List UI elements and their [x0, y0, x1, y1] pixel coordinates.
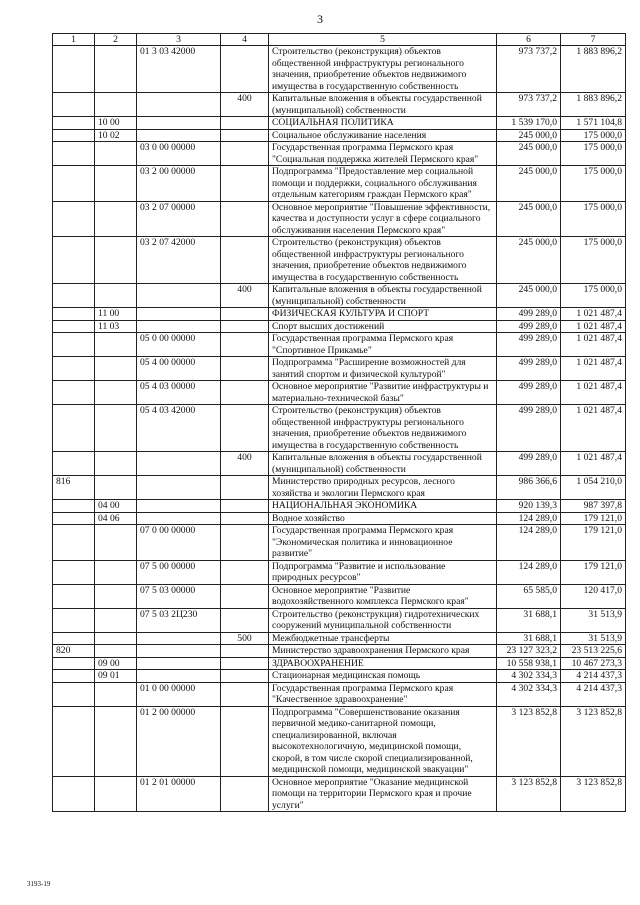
- amount-year-2-cell: 4 214 437,3: [561, 670, 626, 683]
- amount-year-2-cell: 1 021 487,4: [561, 308, 626, 321]
- amount-year-1-cell: 499 289,0: [497, 381, 561, 405]
- section-code-cell: 04 06: [95, 512, 137, 525]
- item-name-cell: ЗДРАВООХРАНЕНИЕ: [269, 657, 497, 670]
- target-article-cell: [137, 452, 221, 476]
- target-article-cell: 07 5 03 00000: [137, 584, 221, 608]
- amount-year-2-cell: 1 021 487,4: [561, 381, 626, 405]
- section-code-cell: [95, 142, 137, 166]
- admin-code-cell: [53, 525, 95, 561]
- expense-type-cell: [221, 706, 269, 776]
- item-name-cell: Государственная программа Пермского края "Социальная поддержка жителей Пермского края": [269, 142, 497, 166]
- table-row: [53, 560, 626, 584]
- admin-code-cell: [53, 237, 95, 284]
- table-row: [53, 320, 626, 333]
- budget-table: [52, 33, 626, 812]
- item-name-cell: ФИЗИЧЕСКАЯ КУЛЬТУРА И СПОРТ: [269, 308, 497, 321]
- section-code-cell: [95, 476, 137, 500]
- section-code-cell: 10 00: [95, 117, 137, 130]
- amount-year-1-cell: 31 688,1: [497, 608, 561, 632]
- expense-type-cell: [221, 166, 269, 202]
- target-article-cell: [137, 632, 221, 645]
- table-row: [53, 657, 626, 670]
- amount-year-1-cell: 124 289,0: [497, 525, 561, 561]
- admin-code-cell: [53, 142, 95, 166]
- target-article-cell: [137, 657, 221, 670]
- table-row: [53, 682, 626, 706]
- amount-year-2-cell: 1 021 487,4: [561, 405, 626, 452]
- item-name-cell: Подпрограмма "Развитие и использование природных ресурсов": [269, 560, 497, 584]
- admin-code-cell: [53, 93, 95, 117]
- amount-year-1-cell: 499 289,0: [497, 452, 561, 476]
- amount-year-2-cell: 175 000,0: [561, 129, 626, 142]
- amount-year-1-cell: 986 366,6: [497, 476, 561, 500]
- amount-year-2-cell: 4 214 437,3: [561, 682, 626, 706]
- amount-year-2-cell: 3 123 852,8: [561, 706, 626, 776]
- item-name-cell: Социальное обслуживание населения: [269, 129, 497, 142]
- document-code: 3193-19: [27, 880, 51, 888]
- target-article-cell: 01 0 00 00000: [137, 682, 221, 706]
- section-code-cell: 09 00: [95, 657, 137, 670]
- table-row: [53, 129, 626, 142]
- amount-year-1-cell: 3 123 852,8: [497, 706, 561, 776]
- amount-year-1-cell: 245 000,0: [497, 166, 561, 202]
- expense-type-cell: [221, 320, 269, 333]
- admin-code-cell: [53, 129, 95, 142]
- target-article-cell: 07 0 00 00000: [137, 525, 221, 561]
- expense-type-cell: [221, 584, 269, 608]
- target-article-cell: 05 4 03 00000: [137, 381, 221, 405]
- column-header: 2: [95, 34, 137, 46]
- amount-year-1-cell: 499 289,0: [497, 308, 561, 321]
- column-header: 6: [497, 34, 561, 46]
- amount-year-2-cell: 1 021 487,4: [561, 357, 626, 381]
- amount-year-1-cell: 124 289,0: [497, 512, 561, 525]
- section-code-cell: [95, 381, 137, 405]
- table-row: [53, 93, 626, 117]
- amount-year-1-cell: 1 539 170,0: [497, 117, 561, 130]
- item-name-cell: Стационарная медицинская помощь: [269, 670, 497, 683]
- target-article-cell: [137, 645, 221, 658]
- admin-code-cell: [53, 512, 95, 525]
- admin-code-cell: [53, 117, 95, 130]
- section-code-cell: [95, 46, 137, 93]
- amount-year-1-cell: 245 000,0: [497, 237, 561, 284]
- table-row: [53, 608, 626, 632]
- amount-year-2-cell: 179 121,0: [561, 560, 626, 584]
- amount-year-1-cell: 499 289,0: [497, 320, 561, 333]
- table-row: [53, 308, 626, 321]
- target-article-cell: [137, 670, 221, 683]
- section-code-cell: [95, 776, 137, 812]
- section-code-cell: [95, 682, 137, 706]
- item-name-cell: СОЦИАЛЬНАЯ ПОЛИТИКА: [269, 117, 497, 130]
- amount-year-2-cell: 175 000,0: [561, 284, 626, 308]
- table-row: [53, 525, 626, 561]
- expense-type-cell: [221, 657, 269, 670]
- amount-year-2-cell: 1 021 487,4: [561, 452, 626, 476]
- table-row: [53, 632, 626, 645]
- amount-year-1-cell: 245 000,0: [497, 142, 561, 166]
- table-row: [53, 201, 626, 237]
- item-name-cell: Строительство (реконструкция) объектов общественной инфраструктуры регионального значения, приобретение объектов недвижимого имущества в государственную собственность: [269, 405, 497, 452]
- amount-year-2-cell: 3 123 852,8: [561, 776, 626, 812]
- expense-type-cell: 400: [221, 93, 269, 117]
- section-code-cell: [95, 357, 137, 381]
- item-name-cell: Спорт высших достижений: [269, 320, 497, 333]
- table-row: [53, 584, 626, 608]
- section-code-cell: [95, 584, 137, 608]
- target-article-cell: 07 5 03 2Ц230: [137, 608, 221, 632]
- amount-year-1-cell: 245 000,0: [497, 201, 561, 237]
- table-row: [53, 405, 626, 452]
- amount-year-2-cell: 987 397,8: [561, 500, 626, 513]
- amount-year-2-cell: 175 000,0: [561, 166, 626, 202]
- amount-year-2-cell: 1 021 487,4: [561, 333, 626, 357]
- target-article-cell: [137, 308, 221, 321]
- section-code-cell: [95, 608, 137, 632]
- expense-type-cell: [221, 682, 269, 706]
- expense-type-cell: [221, 129, 269, 142]
- amount-year-1-cell: 23 127 323,2: [497, 645, 561, 658]
- item-name-cell: Основное мероприятие "Оказание медицинской помощи на территории Пермского края и прочие услуги": [269, 776, 497, 812]
- amount-year-1-cell: 920 139,3: [497, 500, 561, 513]
- table-body: [53, 46, 626, 812]
- amount-year-1-cell: 4 302 334,3: [497, 670, 561, 683]
- amount-year-2-cell: 1 883 896,2: [561, 93, 626, 117]
- admin-code-cell: [53, 46, 95, 93]
- section-code-cell: 11 03: [95, 320, 137, 333]
- item-name-cell: Строительство (реконструкция) объектов общественной инфраструктуры регионального значения, приобретение объектов недвижимого имущества в государственную собственность: [269, 46, 497, 93]
- table-row: [53, 357, 626, 381]
- column-header: 7: [561, 34, 626, 46]
- admin-code-cell: [53, 405, 95, 452]
- amount-year-2-cell: 1 054 210,0: [561, 476, 626, 500]
- expense-type-cell: [221, 670, 269, 683]
- table-row: [53, 142, 626, 166]
- expense-type-cell: [221, 142, 269, 166]
- admin-code-cell: [53, 584, 95, 608]
- table-row: [53, 476, 626, 500]
- amount-year-2-cell: 1 021 487,4: [561, 320, 626, 333]
- amount-year-1-cell: 245 000,0: [497, 129, 561, 142]
- expense-type-cell: [221, 381, 269, 405]
- section-code-cell: [95, 333, 137, 357]
- section-code-cell: [95, 201, 137, 237]
- expense-type-cell: [221, 645, 269, 658]
- item-name-cell: Государственная программа Пермского края "Экономическая политика и инновационное развитие": [269, 525, 497, 561]
- expense-type-cell: [221, 512, 269, 525]
- expense-type-cell: [221, 46, 269, 93]
- page-number: 3: [317, 12, 323, 26]
- target-article-cell: 03 0 00 00000: [137, 142, 221, 166]
- section-code-cell: [95, 560, 137, 584]
- target-article-cell: 07 5 00 00000: [137, 560, 221, 584]
- item-name-cell: Строительство (реконструкция) объектов общественной инфраструктуры регионального значения, приобретение объектов недвижимого имущества в государственную собственность: [269, 237, 497, 284]
- amount-year-2-cell: 175 000,0: [561, 237, 626, 284]
- target-article-cell: 05 4 03 42000: [137, 405, 221, 452]
- expense-type-cell: [221, 608, 269, 632]
- item-name-cell: Строительство (реконструкция) гидротехнических сооружений муниципальной собственности: [269, 608, 497, 632]
- target-article-cell: [137, 512, 221, 525]
- admin-code-cell: [53, 284, 95, 308]
- expense-type-cell: [221, 560, 269, 584]
- item-name-cell: Капитальные вложения в объекты государственной (муниципальной) собственности: [269, 452, 497, 476]
- target-article-cell: [137, 500, 221, 513]
- amount-year-1-cell: 3 123 852,8: [497, 776, 561, 812]
- amount-year-2-cell: 31 513,9: [561, 632, 626, 645]
- section-code-cell: 10 02: [95, 129, 137, 142]
- item-name-cell: Государственная программа Пермского края "Спортивное Прикамье": [269, 333, 497, 357]
- section-code-cell: 09 01: [95, 670, 137, 683]
- expense-type-cell: [221, 525, 269, 561]
- expense-type-cell: [221, 357, 269, 381]
- item-name-cell: Основное мероприятие "Развитие инфраструктуры и материально-технической базы": [269, 381, 497, 405]
- target-article-cell: [137, 320, 221, 333]
- table-row: [53, 46, 626, 93]
- expense-type-cell: [221, 237, 269, 284]
- target-article-cell: [137, 284, 221, 308]
- item-name-cell: Основное мероприятие "Повышение эффективности, качества и доступности услуг в сфере социального обслуживания населения Пермского края": [269, 201, 497, 237]
- amount-year-2-cell: 1 571 104,8: [561, 117, 626, 130]
- target-article-cell: 03 2 07 00000: [137, 201, 221, 237]
- table-row: [53, 776, 626, 812]
- target-article-cell: 01 2 00 00000: [137, 706, 221, 776]
- item-name-cell: Подпрограмма "Предоставление мер социальной помощи и поддержки, социального обслуживания отдельным категориям граждан Пермского края": [269, 166, 497, 202]
- admin-code-cell: [53, 452, 95, 476]
- item-name-cell: Подпрограмма "Расширение возможностей для занятий спортом и физической культурой": [269, 357, 497, 381]
- admin-code-cell: [53, 500, 95, 513]
- amount-year-2-cell: 1 883 896,2: [561, 46, 626, 93]
- amount-year-1-cell: 124 289,0: [497, 560, 561, 584]
- amount-year-2-cell: 31 513,9: [561, 608, 626, 632]
- expense-type-cell: 400: [221, 284, 269, 308]
- section-code-cell: [95, 645, 137, 658]
- table-row: [53, 333, 626, 357]
- expense-type-cell: [221, 405, 269, 452]
- expense-type-cell: [221, 333, 269, 357]
- amount-year-1-cell: 973 737,2: [497, 93, 561, 117]
- admin-code-cell: [53, 201, 95, 237]
- item-name-cell: Капитальные вложения в объекты государственной (муниципальной) собственности: [269, 93, 497, 117]
- amount-year-2-cell: 179 121,0: [561, 512, 626, 525]
- table-row: [53, 706, 626, 776]
- target-article-cell: 01 2 01 00000: [137, 776, 221, 812]
- admin-code-cell: [53, 381, 95, 405]
- admin-code-cell: 820: [53, 645, 95, 658]
- section-code-cell: [95, 452, 137, 476]
- admin-code-cell: [53, 320, 95, 333]
- table-row: [53, 512, 626, 525]
- admin-code-cell: [53, 308, 95, 321]
- section-code-cell: [95, 706, 137, 776]
- target-article-cell: [137, 117, 221, 130]
- section-code-cell: [95, 632, 137, 645]
- amount-year-2-cell: 10 467 273,3: [561, 657, 626, 670]
- amount-year-2-cell: 120 417,0: [561, 584, 626, 608]
- item-name-cell: Межбюджетные трансферты: [269, 632, 497, 645]
- expense-type-cell: [221, 476, 269, 500]
- amount-year-1-cell: 31 688,1: [497, 632, 561, 645]
- column-header: 1: [53, 34, 95, 46]
- admin-code-cell: [53, 670, 95, 683]
- amount-year-1-cell: 4 302 334,3: [497, 682, 561, 706]
- target-article-cell: [137, 129, 221, 142]
- admin-code-cell: [53, 608, 95, 632]
- table-row: [53, 117, 626, 130]
- column-header: 4: [221, 34, 269, 46]
- item-name-cell: Министерство природных ресурсов, лесного хозяйства и экологии Пермского края: [269, 476, 497, 500]
- expense-type-cell: [221, 308, 269, 321]
- item-name-cell: Подпрограмма "Совершенствование оказания первичной медико-санитарной помощи, специализированной, включая высокотехнологичную, медицинской помощи, скорой, в том числе скорой специализированной, медицинской помощи, медицинской эвакуации": [269, 706, 497, 776]
- admin-code-cell: [53, 706, 95, 776]
- item-name-cell: Водное хозяйство: [269, 512, 497, 525]
- admin-code-cell: 816: [53, 476, 95, 500]
- admin-code-cell: [53, 776, 95, 812]
- column-header: 3: [137, 34, 221, 46]
- table-row: [53, 284, 626, 308]
- amount-year-1-cell: 10 558 938,1: [497, 657, 561, 670]
- item-name-cell: НАЦИОНАЛЬНАЯ ЭКОНОМИКА: [269, 500, 497, 513]
- amount-year-2-cell: 175 000,0: [561, 142, 626, 166]
- table-row: [53, 381, 626, 405]
- table-row: [53, 645, 626, 658]
- amount-year-1-cell: 973 737,2: [497, 46, 561, 93]
- item-name-cell: Основное мероприятие "Развитие водохозяйственного комплекса Пермского края": [269, 584, 497, 608]
- amount-year-1-cell: 499 289,0: [497, 405, 561, 452]
- admin-code-cell: [53, 632, 95, 645]
- item-name-cell: Министерство здравоохранения Пермского края: [269, 645, 497, 658]
- target-article-cell: [137, 93, 221, 117]
- amount-year-2-cell: 23 513 225,6: [561, 645, 626, 658]
- admin-code-cell: [53, 682, 95, 706]
- amount-year-1-cell: 245 000,0: [497, 284, 561, 308]
- expense-type-cell: [221, 500, 269, 513]
- section-code-cell: 11 00: [95, 308, 137, 321]
- admin-code-cell: [53, 166, 95, 202]
- amount-year-1-cell: 499 289,0: [497, 333, 561, 357]
- amount-year-2-cell: 179 121,0: [561, 525, 626, 561]
- table-row: [53, 452, 626, 476]
- expense-type-cell: [221, 201, 269, 237]
- section-code-cell: [95, 237, 137, 284]
- table-header-row: [53, 34, 626, 46]
- table-row: [53, 670, 626, 683]
- expense-type-cell: [221, 117, 269, 130]
- expense-type-cell: [221, 776, 269, 812]
- target-article-cell: 05 0 00 00000: [137, 333, 221, 357]
- section-code-cell: [95, 284, 137, 308]
- admin-code-cell: [53, 333, 95, 357]
- target-article-cell: 01 3 03 42000: [137, 46, 221, 93]
- section-code-cell: [95, 405, 137, 452]
- admin-code-cell: [53, 560, 95, 584]
- target-article-cell: 03 2 00 00000: [137, 166, 221, 202]
- section-code-cell: 04 00: [95, 500, 137, 513]
- section-code-cell: [95, 166, 137, 202]
- table-row: [53, 500, 626, 513]
- admin-code-cell: [53, 357, 95, 381]
- expense-type-cell: 500: [221, 632, 269, 645]
- table-row: [53, 237, 626, 284]
- item-name-cell: Капитальные вложения в объекты государственной (муниципальной) собственности: [269, 284, 497, 308]
- expense-type-cell: 400: [221, 452, 269, 476]
- section-code-cell: [95, 525, 137, 561]
- target-article-cell: [137, 476, 221, 500]
- target-article-cell: 05 4 00 00000: [137, 357, 221, 381]
- item-name-cell: Государственная программа Пермского края "Качественное здравоохранение": [269, 682, 497, 706]
- amount-year-1-cell: 65 585,0: [497, 584, 561, 608]
- table-row: [53, 166, 626, 202]
- admin-code-cell: [53, 657, 95, 670]
- amount-year-1-cell: 499 289,0: [497, 357, 561, 381]
- amount-year-2-cell: 175 000,0: [561, 201, 626, 237]
- section-code-cell: [95, 93, 137, 117]
- column-header: 5: [269, 34, 497, 46]
- target-article-cell: 03 2 07 42000: [137, 237, 221, 284]
